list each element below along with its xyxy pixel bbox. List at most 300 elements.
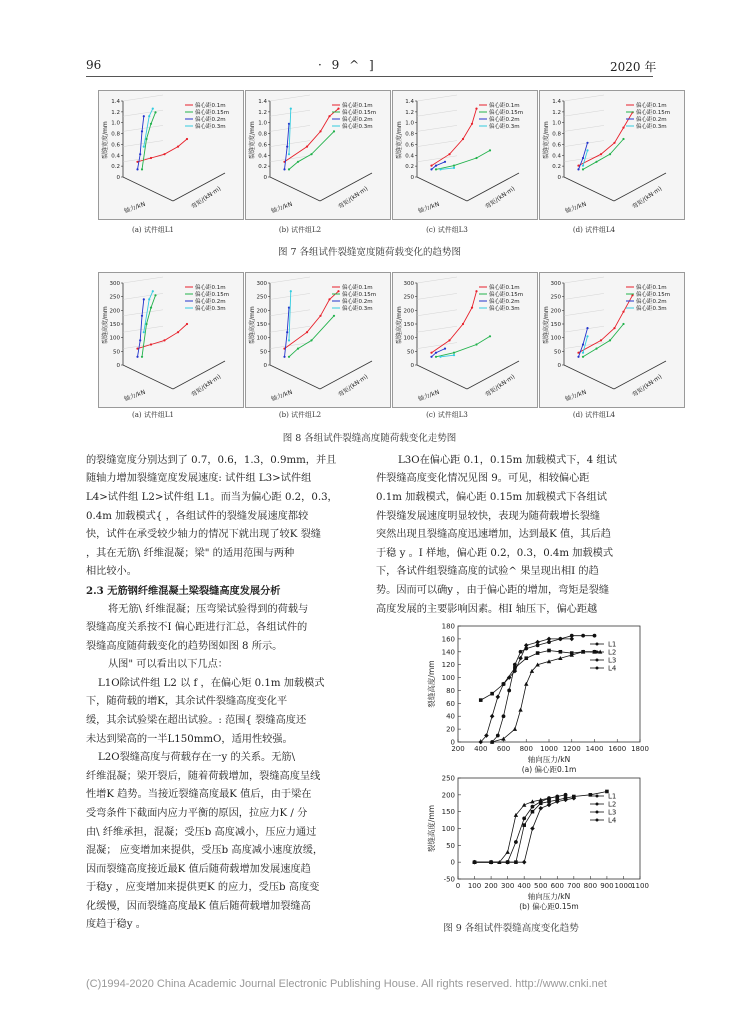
z-tick-label: 0.4	[111, 153, 120, 160]
grid-line	[564, 110, 604, 116]
series-line	[289, 131, 334, 169]
data-point	[513, 727, 517, 731]
series-line-L2	[475, 795, 566, 862]
grid-line	[270, 343, 310, 349]
x-axis-label: 轴向压力/kN	[527, 892, 571, 901]
legend-label: L2	[608, 800, 617, 809]
grid-line	[123, 95, 163, 101]
series-line-L4	[475, 798, 574, 862]
legend-label: L3	[608, 656, 617, 665]
z-tick-label: 300	[403, 281, 414, 287]
z-tick-label: 1.0	[258, 120, 267, 127]
series-line-L3	[492, 652, 600, 742]
series-line	[289, 109, 291, 155]
grid-line	[123, 141, 163, 147]
z-tick-label: 0	[263, 363, 267, 369]
x-axis	[123, 177, 173, 201]
z-tick-label: 150	[403, 322, 414, 328]
z-tick-label: 0.8	[405, 131, 414, 138]
series-line	[432, 291, 477, 353]
x-axis	[564, 365, 614, 389]
y-axis-label: 裂缝高度/mm	[427, 660, 436, 708]
grid-line	[417, 141, 457, 147]
x-tick-label: 200	[484, 882, 498, 890]
z-tick-label: 0.2	[111, 164, 120, 171]
z-tick-label: 150	[550, 322, 561, 328]
z-tick-label: 1.4	[258, 99, 267, 105]
z-tick-label: 0.6	[111, 142, 120, 149]
data-point	[535, 640, 540, 645]
z-tick-label: 0.8	[552, 131, 561, 138]
z-tick-label: 0	[410, 363, 414, 369]
x-tick-label: 700	[567, 882, 581, 890]
body-text-line: 缓，其余试验梁在超出试验。: 范围{ 裂缝高度还	[86, 715, 307, 726]
z-tick-label: 1.2	[405, 109, 414, 116]
y-tick-label: 200	[441, 791, 455, 800]
series-line-L1	[481, 651, 595, 701]
grid-line	[270, 110, 310, 116]
z-tick-label: 0.2	[552, 164, 561, 171]
z-tick-label: 1.4	[552, 99, 561, 105]
section-heading: 2.3 无筋钢纤维混凝土梁裂缝高度发展分析	[86, 585, 281, 597]
legend-label: 偏心距0.15m	[636, 292, 671, 298]
fig7-label-c: (c) 试件组L3	[426, 226, 468, 234]
z-tick-label: 50	[113, 349, 120, 356]
grid-line	[270, 141, 310, 147]
body-text-line: ，其在无筋\ 纤维混凝；梁" 的适用范围与两种	[86, 548, 295, 559]
header-rule	[86, 76, 653, 77]
legend-label: 偏心距0.15m	[489, 292, 524, 298]
fig7-label-b: (b) 试件组L2	[278, 226, 322, 234]
body-text-line: 下，各试件组裂缝高度的试验^ 果呈现出相I 的趋	[376, 566, 599, 577]
grid-line	[270, 326, 310, 332]
z-axis-label: 裂缝高度/mm	[396, 306, 403, 344]
legend-label: L4	[608, 664, 617, 673]
grid-line	[417, 277, 457, 283]
grid-line	[123, 277, 163, 283]
grid-line	[123, 110, 163, 116]
z-tick-label: 50	[260, 349, 267, 356]
legend-label: L1	[608, 792, 617, 801]
series-line	[432, 109, 477, 166]
body-text-line: L3O在偏心距 0.1，0.15m 加载模式下，4 组试	[398, 455, 617, 466]
x-tick-label: 1100	[631, 882, 649, 890]
x-tick-label: 1000	[540, 745, 558, 753]
grid-line	[564, 310, 604, 316]
z-tick-label: 100	[550, 335, 561, 342]
data-point	[547, 637, 552, 642]
body-text-line: 于稳 y 。I 样地，偏心距 0.2，0.3，0.4m 加载模式	[376, 548, 614, 559]
legend-label: 偏心距0.15m	[195, 110, 230, 116]
legend-label: 偏心距0.3m	[195, 124, 226, 130]
y-axis-label: 弯矩/(kN·m)	[484, 373, 517, 399]
legend-label: 偏心距0.15m	[636, 110, 671, 116]
grid-line	[564, 293, 604, 299]
body-text-line: 0.1m 加载模式，偏心距 0.15m 加载模式下各组试	[376, 492, 607, 503]
x-axis-label: 轴力/kN	[417, 200, 441, 215]
body-text-line: L4>试件组 L2>试件组 L1。而当为偏心距 0.2，0.3，	[86, 492, 338, 503]
z-tick-label: 0.2	[405, 164, 414, 171]
x-tick-label: 0	[455, 882, 461, 890]
body-text-line: 势。因而可以确y ，由于偏心距的增加，弯矩是裂缝	[376, 585, 610, 596]
z-axis-label: 裂缝高度/mm	[102, 306, 109, 344]
body-text-line: 相比较小。	[86, 566, 137, 577]
x-axis-label: 轴力/kN	[417, 388, 441, 403]
fig7-panel-l4	[539, 90, 685, 220]
legend-marker	[596, 643, 599, 646]
series-line	[436, 336, 490, 357]
data-point	[531, 810, 535, 814]
z-tick-label: 1.0	[111, 120, 120, 127]
z-tick-label: 150	[109, 322, 120, 328]
data-point	[569, 637, 574, 642]
body-text-line: 将无筋\ 纤维混凝；压弯梁试验得到的荷载与	[108, 604, 309, 615]
data-point	[505, 850, 509, 854]
running-header: · 9 ^ ]	[318, 58, 377, 72]
legend-label: L4	[608, 816, 617, 825]
z-tick-label: 100	[256, 335, 267, 342]
legend-marker	[596, 819, 599, 822]
data-point	[522, 823, 526, 827]
body-text-line: 高度发展的主要影响因素。相I 轴压下，偏心距越	[376, 604, 598, 615]
legend-label: 偏心距0.2m	[342, 117, 373, 123]
body-text-line: 裂缝高度关系按不I 偏心距进行汇总，各组试件的	[86, 622, 308, 633]
z-tick-label: 0	[116, 363, 120, 369]
body-text-line: 0.4m 加载模式{ ，各组试件的裂缝发展速度都较	[86, 511, 309, 522]
data-point	[522, 817, 526, 821]
legend-marker	[596, 667, 599, 670]
grid-line	[417, 343, 457, 349]
data-point	[518, 656, 523, 661]
grid-line	[417, 310, 457, 316]
grid-line	[564, 277, 604, 283]
legend-label: 偏心距0.3m	[636, 124, 667, 130]
grid-line	[123, 293, 163, 299]
data-point	[547, 649, 551, 653]
x-tick-label: 1000	[614, 882, 633, 890]
z-tick-label: 0	[116, 175, 120, 181]
z-tick-label: 250	[403, 294, 414, 301]
x-tick-label: 500	[534, 882, 548, 890]
body-text-line: L1O除试件组 L2 以 f ，在偏心矩 0.1m 加载模式	[98, 678, 325, 689]
y-tick-label: 40	[446, 712, 455, 721]
grid-line	[123, 326, 163, 332]
z-tick-label: 0.4	[258, 153, 267, 160]
body-text-line: 于稳y ，应变增加来提供更K 的应力，受压b 高度变	[86, 882, 320, 893]
x-tick-label: 1600	[608, 745, 627, 753]
legend-label: 偏心距0.2m	[342, 299, 373, 305]
fig9-chart-b	[400, 770, 650, 915]
legend-label: 偏心距0.1m	[636, 103, 667, 109]
series-line	[285, 124, 290, 170]
y-tick-label: 20	[446, 725, 455, 734]
z-tick-label: 1.4	[405, 99, 414, 105]
y-tick-label: 180	[441, 622, 455, 631]
body-text-line: 件裂缝发展速度明显较快，表现为随荷载增长裂缝	[376, 511, 601, 522]
y-tick-label: 60	[446, 699, 455, 708]
fig8-panel-l2	[245, 272, 391, 408]
y-tick-label: 250	[441, 774, 455, 783]
data-point	[518, 708, 522, 712]
z-axis-label: 裂缝高度/mm	[249, 306, 256, 344]
fig9-chart-a	[400, 618, 650, 778]
data-point	[531, 805, 535, 809]
z-tick-label: 300	[109, 281, 120, 287]
legend-label: 偏心距0.2m	[195, 117, 226, 123]
y-tick-label: 80	[446, 686, 455, 695]
legend-label: 偏心距0.3m	[195, 306, 226, 312]
fig8-panel-l1	[98, 272, 244, 408]
fig7-caption: 图 7 各组试件裂缝宽度随荷载变化的趋势图	[277, 247, 462, 258]
legend-label: 偏心距0.15m	[342, 292, 377, 298]
legend-label: 偏心距0.1m	[195, 285, 226, 291]
x-axis	[270, 365, 320, 389]
fig7-panel-l2	[245, 90, 391, 220]
x-axis	[564, 177, 614, 201]
body-text-line: 件裂缝高度变化情况见图 9。可见，相较偏心距	[376, 473, 590, 484]
fig7-panel-l3	[392, 90, 538, 220]
grid-line	[564, 141, 604, 147]
legend-label: 偏心距0.15m	[489, 110, 524, 116]
chart-title: (a) 偏心距0.1m	[521, 765, 577, 774]
body-text-line: 随轴力增加裂缝宽度发展速度: 试件组 L3>试件组	[86, 473, 312, 484]
y-tick-label: 140	[441, 648, 455, 657]
data-point	[490, 692, 494, 696]
x-tick-label: 100	[467, 882, 482, 890]
fig8-label-d: (d) 试件组L4	[572, 411, 616, 419]
legend-label: 偏心距0.15m	[195, 292, 230, 298]
data-point	[502, 714, 506, 718]
legend-marker	[596, 795, 599, 798]
fig8-label-b: (b) 试件组L2	[278, 411, 322, 419]
fig7-label-d: (d) 试件组L4	[572, 226, 616, 234]
x-axis-label: 轴力/kN	[564, 200, 588, 215]
legend-label: 偏心距0.1m	[342, 103, 373, 109]
data-point	[522, 860, 527, 865]
z-tick-label: 250	[109, 294, 120, 301]
legend-label: L1	[608, 640, 617, 649]
data-point	[479, 698, 483, 702]
data-point	[513, 663, 517, 667]
x-tick-label: 1800	[631, 745, 649, 753]
z-tick-label: 200	[256, 308, 267, 315]
legend-label: 偏心距0.3m	[636, 306, 667, 312]
x-tick-label: 400	[474, 745, 488, 753]
data-point	[522, 803, 526, 807]
y-axis-label: 弯矩/(kN·m)	[337, 373, 370, 399]
legend-label: 偏心距0.2m	[636, 299, 667, 305]
y-tick-label: 100	[441, 825, 455, 833]
z-tick-label: 1.4	[111, 99, 120, 105]
z-tick-label: 1.0	[405, 120, 414, 127]
grid-line	[564, 326, 604, 332]
body-text-line: 裂缝高度随荷载变化的趋势图如图 8 所示。	[86, 641, 283, 652]
grid-line	[270, 277, 310, 283]
copyright-footer: (C)1994-2020 China Academic Journal Electronic Publishing House. All rights reserved. http://www.cnki.net	[86, 978, 607, 990]
fig8-panel-l3	[392, 272, 538, 408]
series-line	[583, 139, 624, 169]
legend-label: 偏心距0.1m	[195, 103, 226, 109]
y-tick-label: 120	[441, 661, 455, 670]
series-line	[289, 316, 334, 357]
legend-label: L2	[608, 648, 617, 657]
z-tick-label: 200	[403, 308, 414, 315]
data-point	[538, 806, 543, 811]
legend-marker	[596, 651, 599, 654]
x-axis-label: 轴力/kN	[270, 388, 294, 403]
z-tick-label: 200	[550, 308, 561, 315]
z-tick-label: 200	[109, 308, 120, 315]
legend-label: 偏心距0.1m	[342, 285, 373, 291]
data-point	[536, 651, 540, 655]
y-axis-label: 弯矩/(kN·m)	[484, 185, 517, 211]
body-text-line: 度趋于稳y 。	[86, 919, 146, 930]
z-tick-label: 0	[557, 175, 561, 181]
z-axis-label: 裂缝宽度/mm	[543, 121, 550, 159]
fig8-label-c: (c) 试件组L3	[426, 411, 468, 419]
y-tick-label: 50	[446, 841, 455, 850]
grid-line	[417, 125, 457, 131]
z-axis-label: 裂缝宽度/mm	[249, 121, 256, 159]
grid-line	[270, 293, 310, 299]
grid-line	[417, 95, 457, 101]
data-point	[581, 634, 585, 638]
z-tick-label: 0.6	[552, 142, 561, 149]
y-axis-label: 弯矩/(kN·m)	[631, 373, 664, 399]
z-tick-label: 1.0	[552, 120, 561, 127]
x-tick-label: 1400	[585, 745, 604, 753]
legend-marker	[596, 803, 599, 806]
data-point	[530, 826, 535, 831]
x-tick-label: 1200	[562, 745, 581, 753]
legend-label: 偏心距0.3m	[342, 124, 373, 130]
y-axis-label: 裂缝高度/mm	[427, 804, 436, 853]
z-tick-label: 250	[256, 294, 267, 301]
y-tick-label: 160	[441, 635, 455, 644]
legend-label: 偏心距0.1m	[489, 103, 520, 109]
data-point	[496, 695, 501, 700]
legend-label: 偏心距0.3m	[489, 124, 520, 130]
z-tick-label: 1.2	[111, 109, 120, 116]
body-text-line: 下，随荷载的增K，其余试件裂缝高度变化平	[86, 696, 288, 707]
z-axis-label: 裂缝宽度/mm	[102, 121, 109, 159]
z-tick-label: 0.4	[405, 153, 414, 160]
x-tick-label: 900	[600, 882, 614, 890]
x-axis	[417, 177, 467, 201]
z-tick-label: 50	[407, 349, 414, 356]
z-tick-label: 300	[550, 281, 561, 287]
fig8-caption: 图 8 各组试件裂缝高度随荷载变化走势图	[282, 433, 457, 444]
data-point	[564, 793, 568, 797]
grid-line	[417, 156, 457, 162]
data-point	[559, 650, 563, 654]
data-point	[496, 734, 500, 738]
y-tick-label: 0	[450, 858, 455, 867]
body-text-line: 从图" 可以看出以下几点：	[108, 659, 228, 670]
data-point	[514, 840, 518, 844]
legend-label: 偏心距0.2m	[489, 117, 520, 123]
body-text-line: 受弯条件下截面内应力平衡的原因，拉应力K / 分	[86, 808, 308, 819]
x-axis-label: 轴力/kN	[123, 388, 147, 403]
legend-label: 偏心距0.2m	[489, 299, 520, 305]
x-tick-label: 600	[496, 745, 511, 753]
legend-label: 偏心距0.3m	[489, 306, 520, 312]
body-text-line: 化缓慢，因而裂缝高度最K 值后随荷载增加裂缝高	[86, 901, 311, 912]
fig7-panel-l1	[98, 90, 244, 220]
legend-label: 偏心距0.2m	[195, 299, 226, 305]
z-tick-label: 0.8	[111, 131, 120, 138]
grid-line	[417, 110, 457, 116]
fig7-label-a: (a) 试件组L1	[132, 226, 174, 234]
fig8-panel-l4	[539, 272, 685, 408]
body-text-line: 快，试件在承受较少轴力的情况下就出现了较K 裂缝	[86, 529, 321, 540]
legend-marker	[596, 811, 599, 814]
data-point	[490, 714, 495, 719]
z-tick-label: 50	[554, 349, 561, 356]
body-text-line: 纤维混凝；梁开裂后，随着荷载增加，裂缝高度呈线	[86, 771, 321, 782]
legend-marker	[596, 659, 599, 662]
y-axis-label: 弯矩/(kN·m)	[631, 185, 664, 211]
x-tick-label: 800	[519, 745, 533, 753]
z-axis-label: 裂缝宽度/mm	[396, 121, 403, 159]
y-tick-label: 100	[441, 674, 455, 683]
data-point	[593, 634, 597, 638]
y-tick-label: 150	[441, 808, 455, 817]
y-axis-label: 弯矩/(kN·m)	[337, 185, 370, 211]
data-point	[524, 643, 529, 648]
grid-line	[417, 293, 457, 299]
fig9-caption: 图 9 各组试件裂缝高度变化趋势	[443, 923, 579, 934]
data-point	[524, 682, 528, 686]
grid-line	[270, 95, 310, 101]
y-tick-label: -50	[443, 875, 455, 884]
x-axis-label: 轴力/kN	[270, 200, 294, 215]
body-text-line: 的裂缝宽度分别达到了 0.7，0.6，1.3，0.9mm，并且	[86, 455, 337, 466]
legend-label: 偏心距0.1m	[489, 285, 520, 291]
y-axis-label: 弯矩/(kN·m)	[190, 185, 223, 211]
x-axis	[417, 365, 467, 389]
grid-line	[417, 326, 457, 332]
x-axis-label: 轴向压力/kN	[527, 755, 571, 764]
data-point	[507, 689, 511, 693]
body-text-line: L2O裂缝高度与荷载存在一y 的关系。无筋\	[98, 752, 296, 763]
y-axis-label: 弯矩/(kN·m)	[190, 373, 223, 399]
data-point	[519, 650, 523, 654]
data-point	[524, 656, 528, 660]
x-tick-label: 200	[451, 745, 465, 753]
legend-label: 偏心距0.2m	[636, 117, 667, 123]
body-text-line: 性增K 趋势。当接近裂缝高度最K 值后，由于梁在	[86, 789, 312, 800]
body-text-line: 因而裂缝高度接近最K 值后随荷载增加发展速度趋	[86, 864, 311, 875]
body-text-line: 未达到梁高的一半L150mmO，适用性较强。	[86, 734, 293, 745]
z-tick-label: 0.2	[258, 164, 267, 171]
x-tick-label: 600	[550, 882, 564, 890]
chart-title: (b) 偏心距0.15m	[519, 902, 579, 911]
x-tick-label: 300	[500, 882, 515, 890]
fig8-label-a: (a) 试件组L1	[132, 411, 174, 419]
x-tick-label: 800	[583, 882, 598, 890]
series-line	[289, 291, 291, 340]
legend-label: L3	[608, 808, 617, 817]
grid-line	[564, 95, 604, 101]
body-text-line: 突然出现且裂缝高度迅速增加，达到最K 值，其后趋	[376, 529, 611, 540]
legend-label: 偏心距0.3m	[342, 306, 373, 312]
grid-line	[564, 125, 604, 131]
page-number: 96	[86, 58, 102, 72]
body-text-line: 混凝； 应变增加来提供，受压b 高度减小速度放缓，	[86, 845, 324, 856]
y-tick-label: 0	[450, 738, 455, 747]
z-tick-label: 100	[109, 335, 120, 342]
